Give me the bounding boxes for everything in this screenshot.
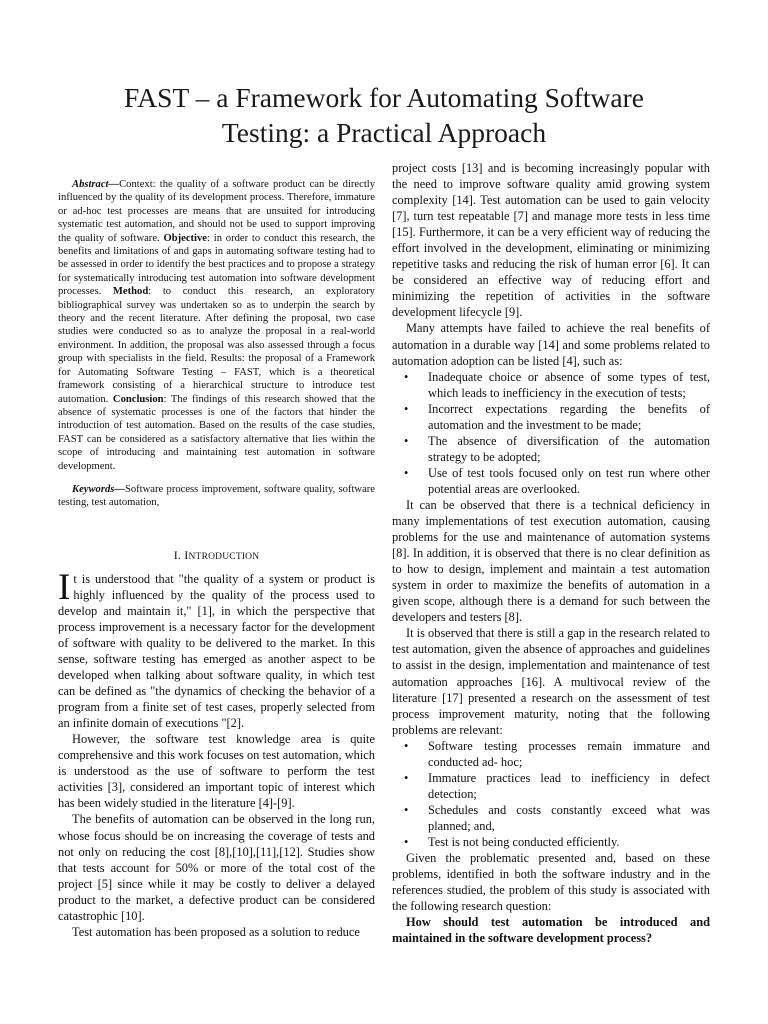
paper-title <box>40 80 728 150</box>
bullet-icon: • <box>404 834 409 849</box>
abstract-seg: Conclusion <box>112 393 164 405</box>
keywords-label: Keywords— <box>72 483 125 495</box>
list-item <box>392 770 710 802</box>
right-paragraph-2: Many attempts have failed to achieve the real benefits of automation in a durable way [14] and some problems related to automation adoption can be listed [4], such as: <box>392 321 710 368</box>
abstract-seg: : to conduct this research, an exploratory bibliographical survey was undertaken so as to underpin the search by theory and the recent literature. After defining the proposal, two case studies were conducted so as to analyze the proposal in a real-world environment. In addition, the proposal was also assessed through a focus group with specialists in the field. Results: the proposal of a Framework for Automating Software Testing – FAST, which is a theoretical framework consisting of a hierarchical structure to introduce test automation. <box>58 286 375 405</box>
section-title-rest: NTRODUCTION <box>188 551 260 562</box>
keywords <box>58 483 375 510</box>
list-item <box>392 369 710 401</box>
abstract-seg: Method <box>112 286 149 298</box>
section-title-first: I <box>184 547 189 562</box>
abstract-seg: : the quality of a software product can be directly influenced by the quality of its development process. Therefore, immature or ad-hoc test processes are means that are unsuited for introducing systematic test automation, and should not be used to support improving the quality of software. <box>58 179 375 244</box>
keywords-text: Software process improvement, software quality, software testing, test automation, <box>58 483 375 509</box>
bullet-icon: • <box>404 433 409 448</box>
bullet-icon: • <box>404 770 409 785</box>
list-item-text: Schedules and costs constantly exceed what was planned; and, <box>428 802 710 833</box>
section-number: I. <box>173 547 185 562</box>
bullet-icon: • <box>404 465 409 480</box>
list-item-text: Incorrect expectations regarding the benefits of automation and the investment to be made; <box>428 401 710 432</box>
list-item <box>392 834 710 850</box>
bullet-icon: • <box>404 369 409 384</box>
left-column <box>58 178 375 940</box>
right-paragraph-4: It is observed that there is still a gap in the research related to test automation, given the absence of approaches and guidelines to assist in the design, implementation and maintenance of test automation approaches [16]. A multivocal review of the literature [17] presented a research on the assessment of test process improvement maturity, noting that the following problems are relevant: <box>392 626 710 737</box>
list-item <box>392 401 710 433</box>
bullet-list-2 <box>392 738 710 850</box>
abstract <box>58 178 375 473</box>
list-item <box>392 738 710 770</box>
list-item <box>392 465 710 497</box>
list-item-text: The absence of diversification of the automation strategy to be adopted; <box>428 433 710 464</box>
intro-text-1: t is understood that "the quality of a system or product is highly influenced by the quality of the process used to develop and maintain it," [1], in which the perspective that process improvement is a necessary factor for the development of software with quality to be delivered to the market. In this sense, software testing has emerged as another aspect to be developed when talking about software quality, in which test can be defined as "the dynamics of checking the behavior of a program from a finite set of test cases, properly selected from an infinite domain of executions "[2]. <box>58 571 375 731</box>
intro-body <box>58 566 375 940</box>
title-line-1: FAST – a Framework for Automating Software <box>124 82 644 113</box>
intro-paragraph-4: Test automation has been proposed as a solution to reduce <box>72 924 360 939</box>
abstract-label: Abstract— <box>72 179 120 190</box>
list-item-text: Software testing processes remain immature and conducted ad- hoc; <box>428 738 710 769</box>
bullet-icon: • <box>404 401 409 416</box>
intro-paragraph-1 <box>58 566 375 731</box>
list-item-text: Immature practices lead to inefficiency in defect detection; <box>428 770 710 801</box>
list-item-text: Inadequate choice or absence of some types of test, which leads to inefficiency in the execution of tests; <box>428 369 710 400</box>
section-heading <box>58 548 375 563</box>
abstract-seg: : The findings of this research showed that the absence of systematic processes is one of the factors that hinder the introduction of test automation. Based on the results of the case studies, FAST can be considered as a satisfactory alternative that lies within the scope of introducing and maintaining test automation in software development. <box>58 393 375 472</box>
intro-paragraph-2: However, the software test knowledge area is quite comprehensive and this work focuses on test automation, which is understood as the use of software to perform the test activities [3], considered an important topic of interest which has been widely studied in the literature [4]-[9]. <box>58 732 375 811</box>
bullet-list-1 <box>392 369 710 497</box>
list-item <box>392 802 710 834</box>
abstract-seg: Context <box>119 179 153 190</box>
right-paragraph-3: It can be observed that there is a technical deficiency in many implementations of test execution automation, causing problems for the use and maintenance of automation systems [8]. In addition, it is observed that there is no clear definition as to how to design, implement and maintain a test automation system in order to maximize the benefits of automation in a given scope, although there is a demand for such between the developers and testers [8]. <box>392 497 710 625</box>
bullet-icon: • <box>404 802 409 817</box>
research-question: How should test automation be introduced and maintained in the software development process? <box>392 915 710 946</box>
abstract-seg: : in order to conduct this research, the benefits and limitations of and gaps in automating software testing had to be assessed in order to identify the best practices and to propose a strategy for systematically introducing test automation into software development processes. <box>58 232 376 298</box>
list-item-text: Test is not being conducted efficiently. <box>428 834 620 849</box>
right-paragraph-5: Given the problematic presented and, based on these problems, identified in both the software industry and in the references studied, the problem of this study is associated with the following research question: <box>392 851 710 914</box>
list-item-text: Use of test tools focused only on test run where other potential areas are overlooked. <box>428 465 710 496</box>
title-line-2: Testing: a Practical Approach <box>221 117 547 148</box>
list-item <box>392 433 710 465</box>
bullet-icon: • <box>404 738 409 753</box>
right-column <box>392 160 710 946</box>
abstract-seg: Objective <box>163 232 208 244</box>
drop-cap: I <box>58 566 71 608</box>
right-paragraph-1: project costs [13] and is becoming increasingly popular with the need to improve software quality amid growing system complexity [14]. Test automation can be used to gain velocity [7], turn test repeatable [7] and manage more tests in less time [15]. Furthermore, it can be a very efficient way of reducing the effort involved in the development, eliminating or minimizing repetitive tasks and reducing the risk of human error [6]. It can be considered an effective way of reducing effort and minimizing the repetition of activities in the software development lifecycle [9]. <box>392 161 710 320</box>
intro-paragraph-3: The benefits of automation can be observed in the long run, whose focus should be on increasing the coverage of tests and not only on reducing the cost [8],[10],[11],[12]. Studies show that tests account for 50% or more of the total cost of the project [5] since while it may be costly to deliver a delayed product to the market, a defective product can be considered catastrophic [10]. <box>58 812 375 923</box>
